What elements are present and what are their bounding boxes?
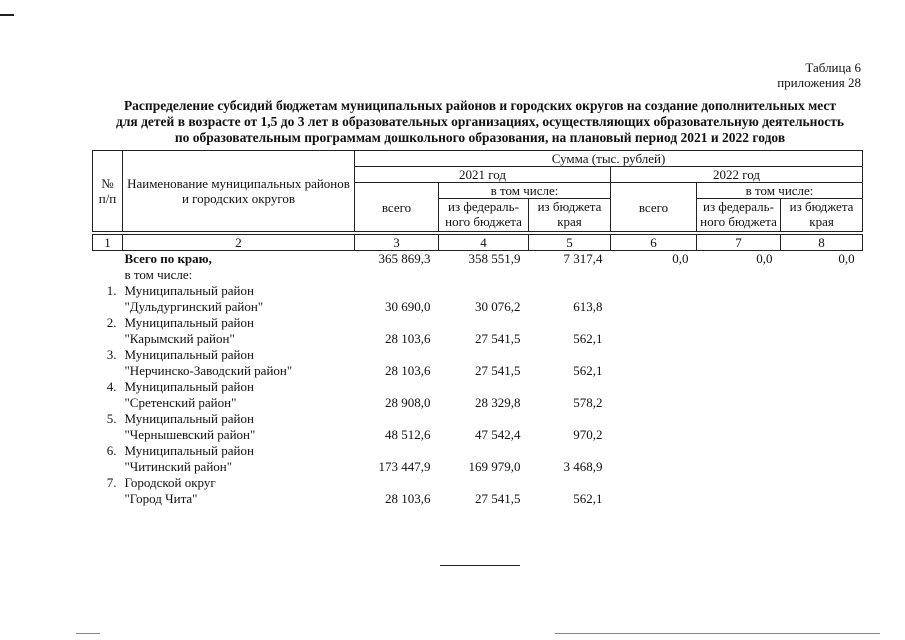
row-federal: 30 076,2 xyxy=(475,299,521,314)
document-title xyxy=(90,98,870,146)
header-num: № п/п xyxy=(93,151,123,232)
appendix-number: приложения 28 xyxy=(777,75,861,90)
row-federal: 47 542,4 xyxy=(475,427,521,442)
column-number: 2 xyxy=(123,235,355,251)
table-row xyxy=(93,379,863,411)
row-regional: 562,1 xyxy=(573,331,603,346)
row-name: Муниципальный район "Сретенский район" xyxy=(124,379,254,410)
bottom-rule-right xyxy=(555,633,880,634)
closing-line xyxy=(440,565,520,566)
row-name: Городской округ "Город Чита" xyxy=(124,475,216,506)
row-name: Муниципальный район "Нерчинско-Заводский район" xyxy=(124,347,293,378)
table-row xyxy=(93,475,863,507)
row-federal: 169 979,0 xyxy=(468,459,521,474)
table-row xyxy=(93,315,863,347)
row-total: 28 103,6 xyxy=(385,363,431,378)
bottom-rule-left xyxy=(76,633,100,634)
row-total: 173 447,9 xyxy=(378,459,431,474)
table-row xyxy=(93,411,863,443)
row-index: 6. xyxy=(106,443,117,458)
title-line-2: для детей в возрасте от 1,5 до 3 лет в образовательных организациях, осуществляющих образовательную деятельность xyxy=(116,114,844,129)
header-year-2022: 2022 год xyxy=(611,167,863,183)
row-index: 4. xyxy=(106,379,117,394)
row-regional: 578,2 xyxy=(573,395,603,410)
header-year-2021: 2021 год xyxy=(355,167,611,183)
header-total-2021: всего xyxy=(355,183,439,232)
row-name: Муниципальный район "Карымский район" xyxy=(124,315,254,346)
column-number: 6 xyxy=(611,235,697,251)
row-federal: 27 541,5 xyxy=(475,491,521,506)
header-sum: Сумма (тыс. рублей) xyxy=(355,151,863,167)
table-reference xyxy=(777,60,861,90)
row-federal: 28 329,8 xyxy=(475,395,521,410)
row-total: 28 908,0 xyxy=(385,395,431,410)
row-regional: 613,8 xyxy=(573,299,603,314)
total-sublabel: в том числе: xyxy=(124,267,193,282)
row-total: 28 103,6 xyxy=(385,491,431,506)
column-number: 5 xyxy=(529,235,611,251)
header-federal-2022: из федераль-ного бюджета xyxy=(697,199,781,232)
row-regional: 970,2 xyxy=(573,427,603,442)
column-number: 3 xyxy=(355,235,439,251)
row-name: Муниципальный район "Чернышевский район" xyxy=(124,411,256,442)
table-row xyxy=(93,443,863,475)
table-number: Таблица 6 xyxy=(805,60,861,75)
column-number: 8 xyxy=(781,235,863,251)
row-name: Муниципальный район "Дульдургинский район" xyxy=(124,283,264,314)
total-2021-all: 365 869,3 xyxy=(378,251,431,266)
row-regional: 562,1 xyxy=(573,363,603,378)
total-2022-federal: 0,0 xyxy=(756,251,773,266)
table-row xyxy=(93,347,863,379)
row-index: 2. xyxy=(106,315,117,330)
column-number: 7 xyxy=(697,235,781,251)
column-number: 4 xyxy=(439,235,529,251)
header-including-2022: в том числе: xyxy=(697,183,863,199)
row-index: 5. xyxy=(106,411,117,426)
header-total-2022: всего xyxy=(611,183,697,232)
subsidy-table xyxy=(92,150,863,507)
title-line-1: Распределение субсидий бюджетам муниципальных районов и городских округов на создание дополнительных мест xyxy=(123,98,837,113)
total-2021-regional: 7 317,4 xyxy=(563,251,603,266)
corner-mark xyxy=(0,14,14,16)
row-index: 1. xyxy=(106,283,117,298)
row-total: 30 690,0 xyxy=(385,299,431,314)
row-index: 7. xyxy=(106,475,117,490)
row-total: 48 512,6 xyxy=(385,427,431,442)
row-regional: 3 468,9 xyxy=(563,459,603,474)
table-row xyxy=(93,283,863,315)
total-row xyxy=(93,251,863,284)
row-federal: 27 541,5 xyxy=(475,331,521,346)
total-2022-regional: 0,0 xyxy=(838,251,855,266)
row-name: Муниципальный район "Читинский район" xyxy=(124,443,254,474)
total-label: Всего по краю, в том числе: xyxy=(123,251,355,284)
header-regional-2021: из бюджета края xyxy=(529,199,611,232)
header-including-2021: в том числе: xyxy=(439,183,611,199)
total-2021-federal: 358 551,9 xyxy=(468,251,521,266)
row-regional: 562,1 xyxy=(573,491,603,506)
column-number: 1 xyxy=(93,235,123,251)
row-index: 3. xyxy=(106,347,117,362)
header-federal-2021: из федераль-ного бюджета xyxy=(439,199,529,232)
title-line-3: по образовательным программам дошкольного образования, на плановый период 2021 и 2022 годов xyxy=(174,130,786,145)
header-regional-2022: из бюджета края xyxy=(781,199,863,232)
row-federal: 27 541,5 xyxy=(475,363,521,378)
column-numbers-row xyxy=(93,235,863,251)
header-name: Наименование муниципальных районов и городских округов xyxy=(123,151,355,232)
total-2022-all: 0,0 xyxy=(672,251,689,266)
row-total: 28 103,6 xyxy=(385,331,431,346)
